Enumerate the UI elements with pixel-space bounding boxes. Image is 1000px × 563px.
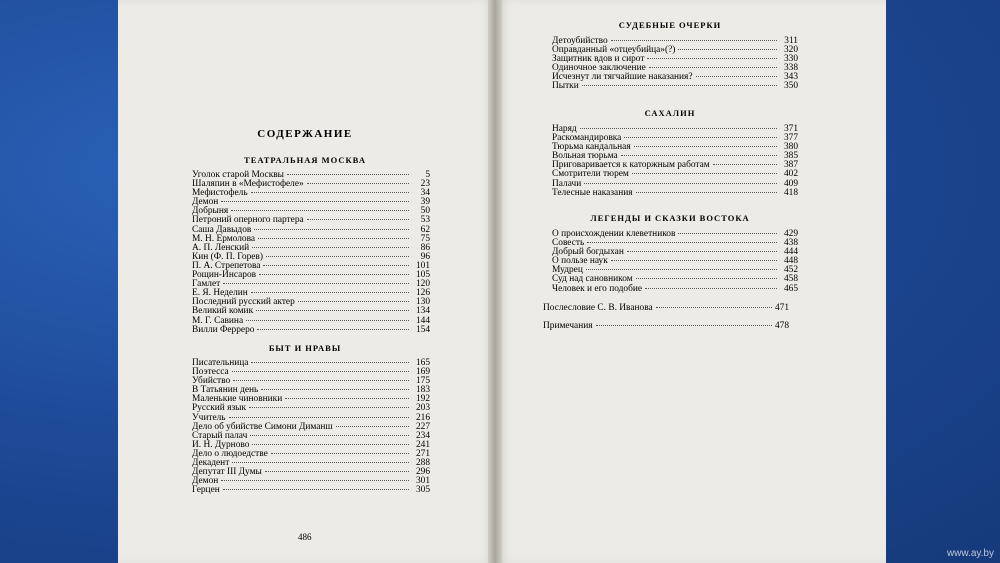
toc-entry-page: 39 [420,197,430,208]
toc-entry-title: Детоубийство [552,36,608,46]
toc-entry-title: Последний русский актер [192,297,295,308]
dot-leader [696,75,777,77]
dot-leader [256,309,409,311]
toc-entry-title: Демон [192,197,219,208]
toc-entry-page: 23 [420,179,430,190]
toc-entry-page: 241 [415,439,430,450]
toc-entry-title: Е. Я. Неделин [192,288,248,299]
toc-entry-title: Русский язык [192,403,247,414]
toc-entry-title: Рощин-Инсаров [192,270,257,281]
toc-entry [552,285,798,294]
toc-entry-page: 192 [415,394,430,405]
toc-entry-title: Суд над сановником [552,274,633,285]
toc-entry-title: Герцен [192,485,220,496]
dot-leader [232,370,409,372]
toc-entry-page: 371 [783,124,798,134]
toc-entry-page: 169 [415,367,430,378]
toc-entry-title: Мефистофель [192,188,248,199]
toc-entry-page: 330 [783,54,798,65]
toc-entry-title: Совесть [552,238,585,249]
toc-entry-title: Одиночное заключение [552,63,646,74]
dot-leader [678,48,777,50]
dot-leader [580,127,777,129]
toc-entry-title: Саша Давыдов [192,224,252,235]
dot-leader [271,452,409,454]
toc-entry-title: Приговаривается к каторжным работам [552,160,710,171]
toc-entry-title: Вилли Ферреро [192,324,255,335]
toc-entry-page: 305 [415,485,430,496]
dot-leader [265,470,409,472]
contents-title: СОДЕРЖАНИЕ [257,128,353,140]
toc-list-sakhalin [552,125,798,198]
toc-entry-title: Добрый богдыхан [552,247,624,258]
toc-entry-page: 120 [415,279,430,290]
toc-entry-title: Маленькие чиновники [192,394,283,405]
toc-entry-title: Человек и его подобие [552,283,643,294]
section-title-theatre: ТЕАТРАЛЬНАЯ МОСКВА [244,155,366,165]
toc-entry-page: 144 [415,315,430,326]
toc-entry-page: 444 [783,247,798,258]
toc-entry-page: 387 [783,160,798,171]
toc-entry-title: Убийство [192,376,231,387]
toc-entry-page: 165 [415,358,430,368]
dot-leader [624,136,777,138]
toc-entry-page: 5 [425,170,430,180]
toc-entry-title: Оправданный «отцеубийца»(?) [552,45,676,56]
dot-leader [229,416,409,418]
toc-entry [552,82,798,91]
toc-entry-page: 338 [783,63,798,74]
dot-leader [251,291,409,293]
dot-leader [621,154,777,156]
dot-leader [636,191,777,193]
toc-entry [552,257,798,266]
toc-entry-page: 458 [783,274,798,285]
dot-leader [251,361,409,363]
toc-entry-title: Добрыня [192,206,229,217]
dot-leader [257,328,409,330]
dot-leader [261,388,409,390]
page-number: 486 [298,532,312,542]
dot-leader [713,163,777,165]
dot-leader [246,319,409,321]
toc-entry-title: Поэтесса [192,367,229,378]
toc-entry-title: П. А. Стрепетова [192,260,261,271]
toc-entry-title: Телесные наказания [552,187,633,198]
toc-entry-page: 385 [783,151,798,162]
dot-leader [223,488,409,490]
dot-leader [307,218,409,220]
toc-entry-page: 311 [784,36,798,46]
toc-entry-page: 203 [415,403,430,414]
toc-entry-page: 288 [415,458,430,469]
toc-entry-title: Вольная тюрьма [552,151,618,162]
toc-entry-page: 380 [783,142,798,153]
dot-leader [584,182,777,184]
toc-entry-title: Дело о людоедстве [192,448,268,459]
dot-leader [223,282,409,284]
dot-leader [251,191,409,193]
toc-entry-page: 343 [783,72,798,83]
toc-entry-page: 105 [415,270,430,281]
toc-entry-page: 175 [415,376,430,387]
toc-list-life [192,359,430,495]
toc-entry-title: О пользе наук [552,256,608,267]
toc-entry-title: Дело об убийстве Симони Диманш [192,421,333,432]
toc-entry [192,468,430,477]
toc-entry-page: 53 [420,215,430,226]
dot-leader [232,461,409,463]
toc-entry-title: Шаляпин в «Мефистофеле» [192,179,304,190]
toc-list-theatre [192,171,430,335]
toc-entry-title: Пытки [552,81,579,92]
toc-entry-page: 101 [415,260,430,271]
toc-entry [192,326,430,335]
toc-entry-title: И. Н. Дурново [192,439,250,450]
toc-entry-title: М. Н. Ермолова [192,233,256,244]
dot-leader [336,425,409,427]
toc-entry-title: Защитник вдов и сирот [552,54,645,65]
dot-leader [221,200,409,202]
section-title-legends: ЛЕГЕНДЫ И СКАЗКИ ВОСТОКА [590,213,750,223]
dot-leader [586,268,777,270]
toc-entry-title: Тюрьма кандальная [552,142,631,153]
toc-entry-title: Великий комик [192,306,254,317]
toc-entry-page: 377 [783,133,798,144]
dot-leader [266,255,409,257]
toc-entry-title: А. П. Ленский [192,242,250,253]
toc-entry-page: 402 [783,169,798,180]
toc-entry [192,271,430,280]
dot-leader [649,66,777,68]
toc-entry [552,230,798,239]
dot-leader [259,273,409,275]
toc-entry-title: О происхождении клеветников [552,229,676,239]
toc-entry [552,170,798,179]
dot-leader [249,406,409,408]
toc-entry-page: 418 [783,187,798,198]
dot-leader [647,57,777,59]
toc-entry [192,477,430,486]
toc-entry-page: 429 [783,229,798,239]
toc-list-court [552,37,798,92]
dot-leader [221,479,409,481]
toc-entry-page: 409 [783,178,798,189]
toc-entry-page: 86 [420,242,430,253]
section-title-sakhalin: САХАЛИН [644,108,696,118]
toc-entry-page: 465 [783,283,798,294]
dot-leader [250,434,409,436]
toc-entry-page: 216 [415,412,430,423]
toc-entry-page: 301 [415,476,430,487]
dot-leader [587,241,777,243]
dot-leader [636,277,777,279]
dot-leader [285,397,409,399]
notes-title: Примечания [543,321,593,331]
toc-entry-page: 438 [783,238,798,249]
toc-entry-title: Петроний оперного партера [192,215,304,226]
toc-entry-page: 452 [783,265,798,276]
afterword-entry [543,303,789,313]
toc-entry-page: 448 [783,256,798,267]
afterword-page: 471 [774,303,789,313]
toc-entry-page: 50 [420,206,430,217]
toc-entry [192,189,430,198]
toc-entry-page: 320 [783,45,798,56]
toc-entry-title: Мудрец [552,265,583,276]
toc-entry-page: 130 [415,297,430,308]
toc-entry [552,73,798,82]
toc-entry-page: 34 [420,188,430,199]
toc-entry-page: 227 [415,421,430,432]
toc-entry-title: Исчезнут ли тягчайшие наказания? [552,72,693,83]
dot-leader [307,182,409,184]
dot-leader [252,443,409,445]
toc-entry [192,404,430,413]
section-title-court: СУДЕБНЫЕ ОЧЕРКИ [618,20,722,30]
toc-entry-title: Старый палач [192,430,248,441]
toc-entry-title: М. Г. Савина [192,315,244,326]
toc-entry-page: 350 [783,81,798,92]
toc-entry-page: 183 [415,385,430,396]
toc-entry-title: Смотрители тюрем [552,169,629,180]
dot-leader [298,300,409,302]
toc-entry [192,486,430,495]
toc-list-legends [552,230,798,294]
dot-leader [645,287,777,289]
dot-leader [252,246,409,248]
dot-leader [611,39,777,41]
dot-leader [678,232,777,234]
dot-leader [233,379,409,381]
toc-entry-title: Кин (Ф. П. Горев) [192,251,263,262]
toc-entry-title: Депутат III Думы [192,467,262,478]
toc-entry-title: Палачи [552,178,582,189]
toc-entry-title: Декадент [192,458,230,469]
notes-page: 478 [774,321,789,331]
section-title-life: БЫТ И НРАВЫ [268,343,342,353]
toc-entry-page: 75 [420,233,430,244]
toc-entry-title: Наряд [552,124,577,134]
toc-entry-page: 234 [415,430,430,441]
dot-leader [627,250,777,252]
toc-entry-page: 296 [415,467,430,478]
dot-leader [611,259,777,261]
toc-entry-title: Уголок старой Москвы [192,170,284,180]
toc-entry-title: Гамлет [192,279,221,290]
dot-leader [231,209,409,211]
book-gutter [488,0,502,563]
dot-leader [634,145,777,147]
notes-entry [543,321,789,331]
dot-leader [263,264,409,266]
dot-leader [287,173,409,175]
toc-entry-page: 62 [420,224,430,235]
toc-entry-page: 126 [415,288,430,299]
dot-leader [254,228,409,230]
toc-entry-page: 271 [415,448,430,459]
toc-entry-title: Учитель [192,412,226,423]
toc-entry-title: Раскомандировка [552,133,622,144]
toc-entry-page: 154 [415,324,430,335]
dot-leader [582,84,777,86]
dot-leader [632,172,777,174]
toc-entry [552,189,798,198]
toc-entry-page: 134 [415,306,430,317]
toc-entry-title: Писательница [192,358,249,368]
afterword-title: Послесловие С. В. Иванова [543,303,653,313]
watermark: www.ay.by [946,548,994,559]
dot-leader [258,237,409,239]
toc-entry-title: Демон [192,476,219,487]
toc-entry-page: 96 [420,251,430,262]
toc-entry-title: В Татьянин день [192,385,259,396]
